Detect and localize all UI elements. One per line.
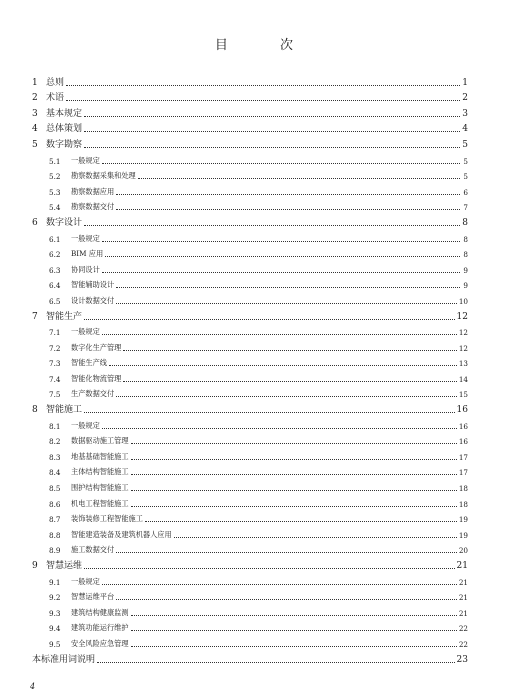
- toc-entry-page: 5: [462, 139, 468, 150]
- toc-entry[interactable]: [32, 415, 468, 431]
- dot-leader: [131, 506, 457, 507]
- toc-entry-page: 20: [458, 546, 468, 556]
- toc-entry-label: 勘察数据采集和处理: [71, 171, 136, 181]
- page-title: 目 次: [214, 38, 318, 53]
- dot-leader: [84, 412, 455, 413]
- toc-entry-label: 本标准用词说明: [32, 654, 96, 665]
- toc-entry[interactable]: [32, 337, 468, 353]
- toc-entry-label: 数字设计: [46, 217, 83, 228]
- toc-entry-page: 8: [462, 217, 468, 228]
- toc-entry-label: 数字勘察: [46, 139, 83, 150]
- toc-entry-number: 8.3: [49, 452, 61, 462]
- toc-entry-label: BIM 应用: [71, 249, 104, 259]
- toc-entry[interactable]: [32, 368, 468, 384]
- toc-entry-label: 总体策划: [46, 124, 83, 135]
- dot-leader: [138, 178, 460, 179]
- toc-entry[interactable]: [32, 166, 468, 182]
- toc-entry[interactable]: [32, 509, 468, 525]
- toc-entry-page: 23: [456, 654, 468, 665]
- toc-entry-label: 一般规定: [71, 155, 100, 165]
- dot-leader: [105, 256, 460, 257]
- toc-entry-label: 基本规定: [46, 108, 83, 119]
- toc-entry-number: 9: [32, 561, 38, 571]
- toc-entry-number: 2: [32, 93, 38, 104]
- dot-leader: [84, 116, 460, 117]
- toc-entry-number: 8.5: [49, 484, 61, 494]
- dot-leader: [174, 537, 457, 538]
- toc-entry-number: 5.1: [49, 156, 61, 166]
- toc-entry-number: 5.4: [49, 203, 61, 213]
- toc-entry-number: 6.3: [49, 265, 61, 275]
- toc-entry-number: 7.3: [49, 359, 61, 369]
- page-number: 4: [30, 682, 36, 691]
- toc-entry-number: 7.1: [49, 328, 61, 338]
- toc-entry-label: 一般规定: [71, 420, 100, 430]
- toc-entry[interactable]: [32, 150, 468, 166]
- dot-leader: [131, 615, 457, 616]
- toc-entry[interactable]: [32, 618, 468, 634]
- toc-entry-number: 8.7: [49, 515, 61, 525]
- toc-entry-page: 17: [458, 452, 468, 462]
- toc-entry-label: 智能生产线: [71, 358, 107, 368]
- toc-entry-page: 18: [458, 499, 468, 509]
- toc-entry-label: 建筑结构健康监测: [71, 607, 129, 617]
- toc-entry-page: 14: [458, 374, 468, 384]
- toc-entry[interactable]: [32, 306, 468, 322]
- dot-leader: [102, 584, 457, 585]
- toc-entry[interactable]: [32, 119, 468, 135]
- toc-entry[interactable]: [32, 228, 468, 244]
- toc-entry-number: 9.5: [49, 639, 61, 649]
- toc-entry-page: 16: [458, 421, 468, 431]
- toc-entry-label: 智能建造装备及建筑机器人应用: [71, 529, 172, 539]
- toc-entry[interactable]: [32, 571, 468, 587]
- toc-entry-label: 智能辅助设计: [71, 280, 115, 290]
- toc-entry-page: 19: [458, 515, 468, 525]
- toc-entry-label: 生产数据交付: [71, 389, 115, 399]
- toc-entry[interactable]: [32, 602, 468, 618]
- toc-entry-page: 8: [463, 234, 468, 244]
- toc-entry-number: 8.2: [49, 437, 61, 447]
- toc-entry[interactable]: [32, 540, 468, 556]
- toc-entry-page: 8: [463, 250, 468, 260]
- toc-entry-page: 1: [462, 77, 468, 88]
- toc-entry[interactable]: [32, 493, 468, 509]
- toc-entry[interactable]: [32, 72, 468, 88]
- dot-leader: [145, 521, 457, 522]
- toc-entry-label: 智慧运维: [46, 561, 83, 571]
- toc-entry[interactable]: [32, 134, 468, 150]
- toc-entry-number: 5: [32, 139, 38, 150]
- toc-entry[interactable]: [32, 633, 468, 649]
- dot-leader: [102, 428, 457, 429]
- toc-entry[interactable]: [32, 290, 468, 306]
- toc-entry-page: 2: [462, 93, 468, 104]
- dot-leader: [116, 599, 457, 600]
- toc-entry[interactable]: [32, 649, 468, 665]
- toc-entry-number: 8.4: [49, 468, 61, 478]
- toc-entry[interactable]: [32, 197, 468, 213]
- dot-leader: [66, 85, 460, 86]
- dot-leader: [131, 490, 457, 491]
- toc-entry[interactable]: [32, 103, 468, 119]
- toc-entry-page: 5: [463, 156, 468, 166]
- toc-entry-label: 协同设计: [71, 264, 100, 274]
- toc-entry[interactable]: [32, 431, 468, 447]
- toc-entry-label: 施工数据交付: [71, 545, 115, 555]
- toc-entry-page: 12: [458, 343, 468, 353]
- toc-entry[interactable]: [32, 322, 468, 338]
- dot-leader: [116, 194, 460, 195]
- dot-leader: [84, 568, 455, 569]
- toc-entry-label: 地基基础智能施工: [71, 451, 129, 461]
- dot-leader: [84, 147, 460, 148]
- toc-entry-page: 4: [462, 124, 468, 135]
- toc-entry-number: 7.4: [49, 374, 61, 384]
- toc-entry-number: 9.2: [49, 593, 61, 603]
- toc-entry-page: 22: [458, 624, 468, 634]
- toc-entry-number: 4: [32, 124, 38, 135]
- toc-entry-page: 21: [458, 593, 468, 603]
- toc-entry-page: 16: [458, 437, 468, 447]
- dot-leader: [116, 396, 457, 397]
- toc-entry-number: 5.2: [49, 172, 61, 182]
- dot-leader: [123, 350, 457, 351]
- dot-leader: [131, 646, 457, 647]
- toc-entry-label: 建筑功能运行维护: [71, 623, 129, 633]
- toc-entry-page: 12: [458, 328, 468, 338]
- toc-entry-number: 8: [32, 405, 38, 416]
- toc-entry-number: 6.2: [49, 250, 61, 260]
- table-of-contents: [32, 72, 468, 665]
- dot-leader: [123, 381, 457, 382]
- toc-entry-number: 8.9: [49, 546, 61, 556]
- dot-leader: [131, 459, 457, 460]
- toc-entry-page: 21: [456, 561, 468, 571]
- toc-entry-page: 10: [458, 296, 468, 306]
- toc-entry-number: 5.3: [49, 187, 61, 197]
- dot-leader: [116, 287, 460, 288]
- toc-entry[interactable]: [32, 259, 468, 275]
- toc-entry-page: 12: [456, 311, 468, 322]
- toc-entry-number: 9.1: [49, 577, 61, 587]
- toc-entry-page: 19: [458, 530, 468, 540]
- toc-entry-page: 6: [463, 187, 468, 197]
- toc-entry-number: 6.1: [49, 234, 61, 244]
- dot-leader: [102, 272, 460, 273]
- toc-entry-number: 7: [32, 311, 38, 322]
- toc-entry-page: 16: [456, 405, 468, 416]
- toc-entry-number: 3: [32, 108, 38, 119]
- toc-entry-page: 22: [458, 639, 468, 649]
- toc-entry-number: 7.2: [49, 343, 61, 353]
- toc-entry-label: 智慧运维平台: [71, 592, 115, 602]
- dot-leader: [131, 474, 457, 475]
- toc-entry-page: 17: [458, 468, 468, 478]
- dot-leader: [84, 319, 455, 320]
- dot-leader: [84, 225, 460, 226]
- toc-entry-label: 勘察数据应用: [71, 186, 115, 196]
- dot-leader: [116, 303, 457, 304]
- toc-entry-label: 安全风险应急管理: [71, 638, 129, 648]
- toc-entry-page: 21: [458, 577, 468, 587]
- dot-leader: [97, 662, 455, 663]
- dot-leader: [66, 100, 460, 101]
- toc-entry[interactable]: [32, 88, 468, 104]
- toc-entry-number: 8.6: [49, 499, 61, 509]
- toc-entry[interactable]: [32, 587, 468, 603]
- toc-entry-page: 9: [463, 265, 468, 275]
- toc-entry-label: 智能施工: [46, 405, 83, 416]
- toc-entry-number: 6: [32, 217, 38, 228]
- toc-entry-page: 5: [463, 172, 468, 182]
- toc-entry[interactable]: [32, 462, 468, 478]
- toc-entry-label: 数字化生产管理: [71, 342, 122, 352]
- toc-entry-number: 7.5: [49, 390, 61, 400]
- toc-entry-label: 机电工程智能施工: [71, 498, 129, 508]
- dot-leader: [116, 552, 457, 553]
- toc-entry[interactable]: [32, 384, 468, 400]
- toc-entry-page: 7: [463, 203, 468, 213]
- toc-entry-label: 智能化物流管理: [71, 373, 122, 383]
- toc-entry-label: 主体结构智能施工: [71, 467, 129, 477]
- toc-entry-number: 8.1: [49, 421, 61, 431]
- toc-entry[interactable]: [32, 212, 468, 228]
- toc-entry-page: 9: [463, 281, 468, 291]
- toc-entry-label: 智能生产: [46, 311, 83, 322]
- toc-entry[interactable]: [32, 524, 468, 540]
- dot-leader: [102, 334, 457, 335]
- toc-entry-label: 设计数据交付: [71, 295, 115, 305]
- toc-entry-number: 6.5: [49, 296, 61, 306]
- toc-entry-number: 6.4: [49, 281, 61, 291]
- toc-entry-number: 1: [32, 77, 38, 88]
- toc-entry-label: 术语: [46, 93, 65, 104]
- toc-entry-label: 装饰装修工程智能施工: [71, 514, 143, 524]
- dot-leader: [84, 131, 460, 132]
- toc-entry-label: 勘察数据交付: [71, 202, 115, 212]
- toc-entry-label: 一般规定: [71, 233, 100, 243]
- toc-entry-label: 总则: [46, 77, 65, 88]
- toc-entry-label: 数据驱动施工管理: [71, 436, 129, 446]
- toc-entry-number: 9.3: [49, 608, 61, 618]
- toc-entry-label: 一般规定: [71, 327, 100, 337]
- toc-entry-number: 8.8: [49, 530, 61, 540]
- dot-leader: [109, 365, 457, 366]
- dot-leader: [102, 163, 460, 164]
- toc-entry[interactable]: [32, 446, 468, 462]
- toc-entry-page: 13: [458, 359, 468, 369]
- dot-leader: [116, 209, 460, 210]
- toc-entry[interactable]: [32, 555, 468, 571]
- toc-entry[interactable]: [32, 181, 468, 197]
- toc-entry-page: 15: [458, 390, 468, 400]
- toc-entry[interactable]: [32, 399, 468, 415]
- dot-leader: [131, 443, 457, 444]
- dot-leader: [131, 630, 457, 631]
- toc-entry-page: 21: [458, 608, 468, 618]
- toc-entry-page: 3: [462, 108, 468, 119]
- toc-entry-page: 18: [458, 484, 468, 494]
- toc-entry-label: 一般规定: [71, 576, 100, 586]
- toc-entry[interactable]: [32, 244, 468, 260]
- toc-entry[interactable]: [32, 353, 468, 369]
- dot-leader: [102, 241, 460, 242]
- toc-entry-label: 围护结构智能施工: [71, 483, 129, 493]
- toc-entry[interactable]: [32, 477, 468, 493]
- toc-entry[interactable]: [32, 275, 468, 291]
- toc-entry-number: 9.4: [49, 624, 61, 634]
